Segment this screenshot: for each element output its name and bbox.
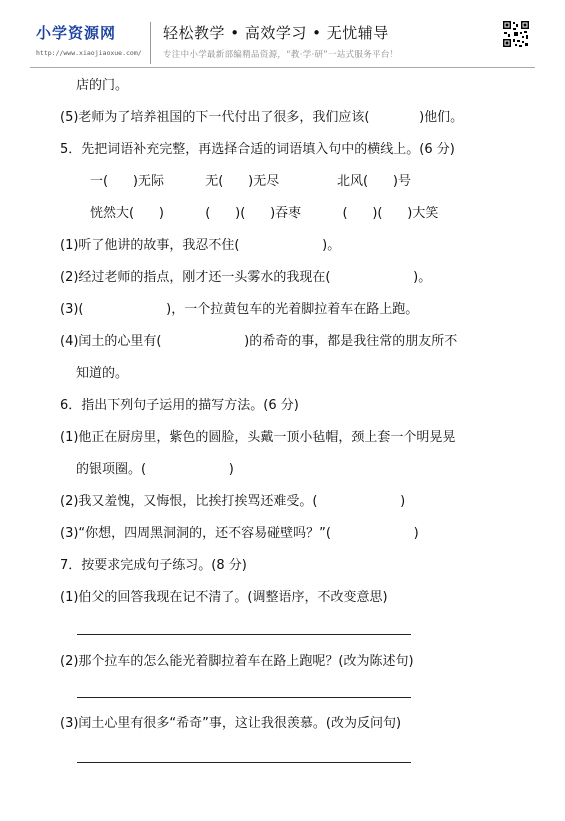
- answer-line: [77, 762, 411, 763]
- text-line: 的银项圈。( ): [76, 462, 234, 477]
- text-line: (2)经过老师的指点，刚才还一头雾水的我现在( )。: [60, 270, 432, 285]
- qr-code-icon: [502, 20, 530, 48]
- text-line: (1)听了他讲的故事，我忍不住( )。: [60, 238, 341, 253]
- text-line: 知道的。: [76, 366, 129, 381]
- question-heading: 6．指出下列句子运用的描写方法。(6 分): [60, 398, 299, 413]
- text-line: (3)“你想，四周黑洞洞的，还不容易碰壁吗？”( ): [60, 526, 419, 541]
- question-heading: 7．按要求完成句子练习。(8 分): [60, 558, 247, 573]
- site-logo: 小学资源网: [36, 24, 117, 42]
- text-line: (4)闰土的心里有( )的希奇的事，都是我往常的朋友所不: [60, 334, 458, 349]
- text-line: (2)我又羞愧，又悔恨，比挨打挨骂还难受。( ): [60, 494, 406, 509]
- answer-line: [77, 697, 411, 698]
- text-line: 店的门。: [76, 78, 129, 93]
- site-url: http://www.xiaojiaoxue.com/: [36, 49, 142, 57]
- answer-line: [77, 634, 411, 635]
- page-header: [0, 0, 565, 70]
- word-row: 恍然大( ) ( )( )吞枣 ( )( )大笑: [90, 206, 439, 221]
- text-line: (3)( )，一个拉黄包车的光着脚拉着车在路上跑。: [60, 302, 419, 317]
- question-heading: 5．先把词语补充完整，再选择合适的词语填入句中的横线上。(6 分): [60, 142, 455, 157]
- text-line: (1)他正在厨房里，紫色的圆脸，头戴一顶小毡帽，颈上套一个明晃晃: [60, 430, 456, 445]
- header-slogan: 轻松教学 • 高效学习 • 无忧辅导: [163, 24, 389, 42]
- text-line: (5)老师为了培养祖国的下一代付出了很多，我们应该( )他们。: [60, 110, 464, 125]
- text-line: (2)那个拉车的怎么能光着脚拉着车在路上跑呢？(改为陈述句): [60, 654, 414, 669]
- header-divider: [150, 22, 151, 64]
- header-rule: [30, 67, 535, 68]
- text-line: (3)闰土心里有很多“希奇”事，这让我很羡慕。(改为反问句): [60, 716, 402, 731]
- header-tagline: 专注中小学最新部编精品资源，“教·学·研”一站式服务平台！: [163, 50, 399, 60]
- word-row: 一( )无际 无( )无尽 北风( )号: [90, 174, 411, 189]
- text-line: (1)伯父的回答我现在记不清了。(调整语序，不改变意思): [60, 590, 388, 605]
